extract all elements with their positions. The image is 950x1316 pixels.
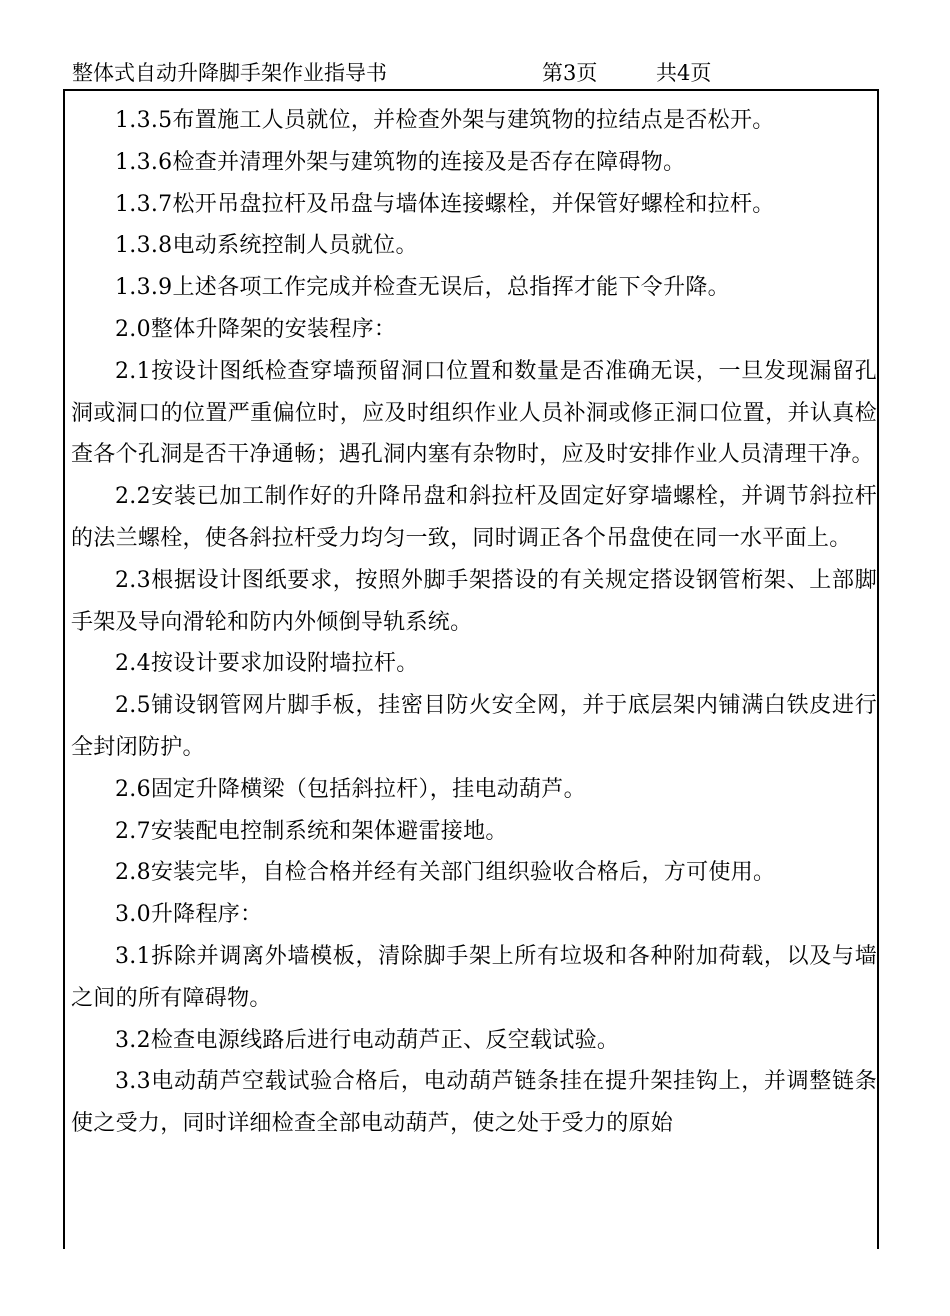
paragraph: 1.3.8电动系统控制人员就位。 bbox=[115, 233, 418, 259]
paragraph: 2.3根据设计图纸要求，按照外脚手架搭设的有关规定搭设钢管桁架、上部脚手架及导向滑轮和防内外倾倒导轨系统。 bbox=[71, 567, 877, 635]
paragraph: 3.3电动葫芦空载试验合格后，电动葫芦链条挂在提升架挂钩上，并调整链条使之受力，同时详细检查全部电动葫芦，使之处于受力的原始 bbox=[71, 1069, 877, 1137]
page-number: 第3页 bbox=[542, 61, 598, 85]
paragraph: 1.3.9上述各项工作完成并检查无误后，总指挥才能下令升降。 bbox=[115, 275, 730, 301]
paragraph: 2.8安装完毕，自检合格并经有关部门组织验收合格后，方可使用。 bbox=[115, 860, 776, 886]
paragraph: 2.6固定升降横梁（包括斜拉杆），挂电动葫芦。 bbox=[115, 776, 586, 802]
paragraph: 2.5铺设钢管网片脚手板，挂密目防火安全网，并于底层架内铺满白铁皮进行全封闭防护。 bbox=[71, 693, 877, 760]
paragraph: 2.1按设计图纸检查穿墙预留洞口位置和数量是否准确无误，一旦发现漏留孔洞或洞口的位置严重偏位时，应及时组织作业人员补洞或修正洞口位置，并认真检查各个孔洞是否干净通畅；遇孔洞内塞有杂物时，应及时安排作业人员清理干净。 bbox=[71, 358, 877, 468]
paragraph: 1.3.6检查并清理外架与建筑物的连接及是否存在障碍物。 bbox=[115, 149, 686, 175]
paragraph: 2.4按设计要求加设附墙拉杆。 bbox=[115, 651, 419, 677]
paragraph: 3.1拆除并调离外墙模板，清除脚手架上所有垃圾和各种附加荷载，以及与墙之间的所有障碍物。 bbox=[71, 943, 877, 1011]
paragraph: 1.3.7松开吊盘拉杆及吊盘与墙体连接螺栓，并保管好螺栓和拉杆。 bbox=[115, 191, 775, 217]
section-heading: 3.0升降程序： bbox=[115, 902, 263, 928]
paragraph: 2.7安装配电控制系统和架体避雷接地。 bbox=[115, 818, 508, 844]
page-total: 共4页 bbox=[656, 61, 712, 85]
content-frame bbox=[63, 89, 879, 1249]
page-header bbox=[62, 56, 882, 90]
section-heading: 2.0整体升降架的安装程序： bbox=[115, 316, 397, 342]
paragraph: 2.2安装已加工制作好的升降吊盘和斜拉杆及固定好穿墙螺栓，并调节斜拉杆的法兰螺栓，使各斜拉杆受力均匀一致，同时调正各个吊盘使在同一水平面上。 bbox=[71, 484, 877, 551]
document-title: 整体式自动升降脚手架作业指导书 bbox=[72, 61, 387, 85]
paragraph: 3.2检查电源线路后进行电动葫芦正、反空载试验。 bbox=[115, 1027, 620, 1053]
document-body bbox=[71, 100, 877, 1145]
paragraph: 1.3.5布置施工人员就位，并检查外架与建筑物的拉结点是否松开。 bbox=[115, 108, 775, 133]
